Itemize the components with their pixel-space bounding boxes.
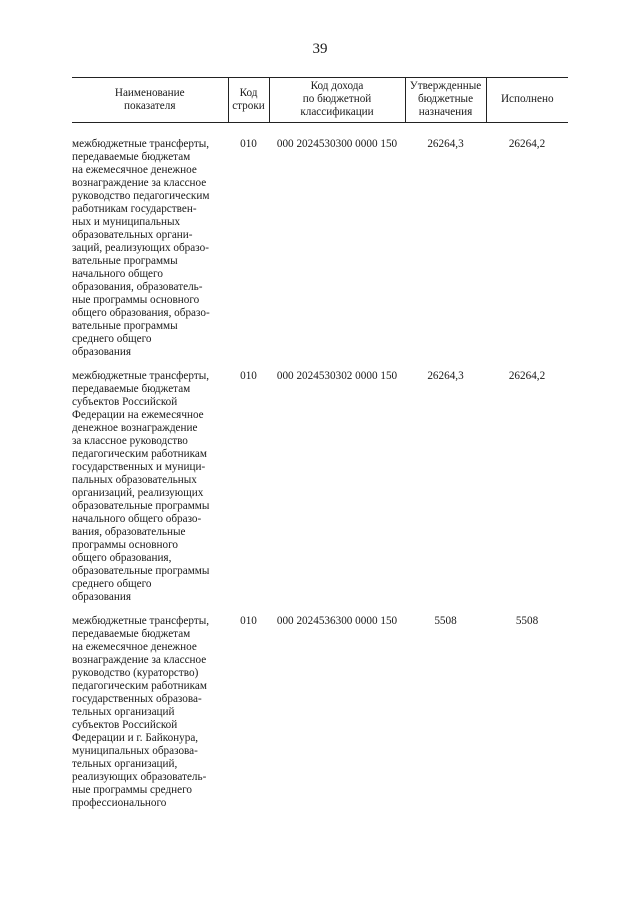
indicator-name-line: ные программы основного: [72, 294, 200, 306]
indicator-name-line: общего образования,: [72, 552, 172, 564]
executed-amount: 5508: [515, 615, 539, 627]
header-spacer: [72, 123, 568, 139]
indicator-name-line: тельных организаций: [72, 706, 175, 718]
approved-amount: 26264,3: [427, 138, 464, 150]
indicator-name: [72, 615, 228, 821]
income-code: 000 2024530300 0000 150: [276, 138, 398, 150]
indicator-name-line: пальных образовательных: [72, 474, 197, 486]
indicator-name-line: ные программы среднего: [72, 784, 192, 796]
indicator-name-line: образовательных органи-: [72, 229, 193, 241]
indicator-name-line: денежное вознаграждение: [72, 422, 198, 434]
indicator-name-line: педагогическим работникам: [72, 680, 207, 692]
indicator-name-line: руководство (кураторство): [72, 667, 199, 679]
header-executed: [486, 78, 568, 123]
indicator-name-line: Федерации и г. Байконура,: [72, 732, 199, 744]
line-code: 010: [240, 370, 257, 382]
table-header: [72, 78, 568, 123]
indicator-name-line: начального общего: [72, 268, 163, 280]
header-indicator-name-line: показателя: [124, 99, 176, 112]
page-number: 39: [312, 41, 328, 57]
indicator-name-line: вознаграждение за классное: [72, 654, 207, 666]
indicator-name-line: передаваемые бюджетам: [72, 628, 191, 640]
indicator-name-line: образования: [72, 346, 132, 358]
indicator-name-line: межбюджетные трансферты,: [72, 370, 210, 382]
line-code: 010: [240, 615, 257, 627]
header-line-code: [228, 78, 269, 123]
indicator-name-line: на ежемесячное денежное: [72, 641, 197, 653]
header-income-code-line: по бюджетной: [302, 93, 372, 105]
indicator-name-line: образовательные программы: [72, 565, 210, 577]
indicator-name-line: среднего общего: [72, 578, 152, 590]
header-income-code-line: Код дохода: [310, 80, 364, 92]
header-approved: [405, 78, 486, 123]
income-code: 000 2024536300 0000 150: [276, 615, 398, 627]
table-row: [72, 370, 568, 615]
indicator-name-line: программы основного: [72, 539, 178, 551]
indicator-name-line: вательные программы: [72, 255, 178, 267]
indicator-name-line: педагогическим работникам: [72, 448, 207, 460]
indicator-name-line: на ежемесячное денежное: [72, 164, 197, 176]
indicator-name-line: заций, реализующих образо-: [72, 242, 209, 254]
indicator-name-line: межбюджетные трансферты,: [72, 138, 210, 150]
indicator-name-line: работникам государствен-: [72, 203, 197, 215]
header-income-code: [269, 78, 405, 123]
header-line-code-line: Код: [239, 86, 258, 99]
header-row: [72, 78, 568, 123]
indicator-name-line: передаваемые бюджетам: [72, 151, 191, 163]
indicator-name-line: за классное руководство: [72, 435, 188, 447]
table-row: [72, 615, 568, 821]
indicator-name: [72, 370, 228, 615]
indicator-name-line: общего образования, образо-: [72, 307, 210, 319]
indicator-name-line: государственных образова-: [72, 693, 202, 705]
indicator-name-line: образовательные программы: [72, 500, 210, 512]
indicator-name-line: муниципальных образова-: [72, 745, 198, 757]
indicator-name-line: Федерации на ежемесячное: [72, 409, 204, 421]
table-row: [72, 138, 568, 370]
indicator-name-line: организаций, реализующих: [72, 487, 204, 499]
indicator-name-line: межбюджетные трансферты,: [72, 615, 210, 627]
header-executed-line: Исполнено: [500, 93, 554, 105]
indicator-name-line: тельных организаций,: [72, 758, 178, 770]
budget-execution-table: [72, 77, 568, 821]
indicator-name-line: начального общего образо-: [72, 513, 202, 525]
indicator-name-line: государственных и муници-: [72, 461, 206, 473]
approved-amount: 5508: [434, 615, 457, 627]
indicator-name-line: руководство педагогическим: [72, 190, 210, 202]
indicator-name-line: образования, образователь-: [72, 281, 203, 293]
indicator-name-line: вания, образовательные: [72, 526, 186, 538]
table-body: [72, 123, 568, 822]
indicator-name-line: профессионального: [72, 797, 167, 809]
indicator-name-line: вательные программы: [72, 320, 178, 332]
indicator-name-line: реализующих образователь-: [72, 771, 207, 783]
indicator-name-line: ных и муниципальных: [72, 216, 181, 228]
indicator-name-line: субъектов Российской: [72, 719, 178, 731]
executed-amount: 26264,2: [508, 370, 546, 382]
approved-amount: 26264,3: [427, 370, 464, 382]
header-indicator-name-line: Наименование: [114, 86, 185, 99]
line-code: 010: [240, 138, 257, 150]
header-income-code-line: классификации: [300, 106, 374, 118]
indicator-name: [72, 138, 228, 370]
indicator-name-line: среднего общего: [72, 333, 152, 345]
indicator-name-line: субъектов Российской: [72, 396, 178, 408]
indicator-name-line: вознаграждение за классное: [72, 177, 207, 189]
header-approved-line: бюджетные: [417, 93, 474, 105]
executed-amount: 26264,2: [508, 138, 546, 150]
income-code: 000 2024530302 0000 150: [276, 370, 398, 382]
indicator-name-line: передаваемые бюджетам: [72, 383, 191, 395]
header-line-code-line: строки: [232, 99, 265, 112]
header-approved-line: назначения: [418, 106, 473, 118]
header-indicator-name: [72, 78, 228, 123]
indicator-name-line: образования: [72, 591, 132, 603]
header-approved-line: Утвержденные: [409, 80, 482, 92]
